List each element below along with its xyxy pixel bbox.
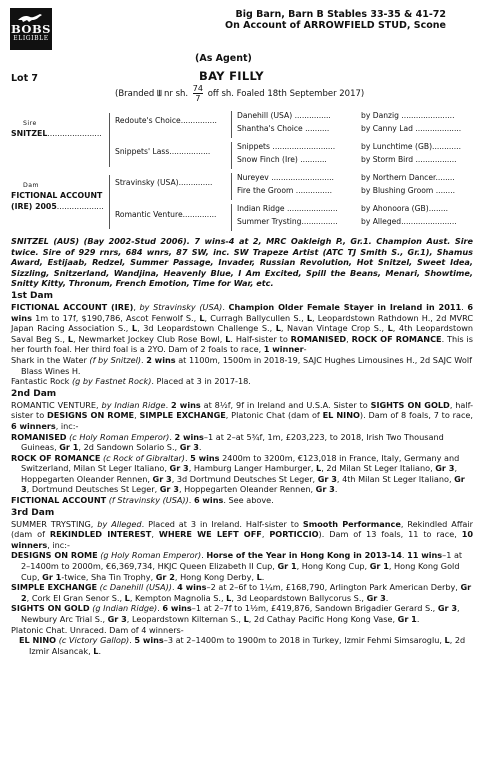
text-run: . Half-sister to	[230, 333, 291, 344]
text-run: (f by Snitzel)	[89, 354, 142, 365]
text-run: by Alleged	[97, 518, 142, 529]
text-run: , 2d Milan St Leger Italiano,	[321, 463, 436, 474]
text-run: Gr 3	[317, 473, 337, 484]
text-run: Gr 3	[437, 603, 458, 614]
ancestor-sire: by Storm Bird .................	[361, 155, 457, 164]
text-run: 1m to 17f, $190,786, Ascot Fenwolf S.,	[31, 312, 200, 323]
ancestor-sire: by Alleged.......................	[361, 217, 457, 226]
text-run: , Platonic Chat (dam of	[225, 410, 323, 421]
text-run: SIMPLE EXCHANGE	[139, 410, 226, 421]
text-run: ,	[133, 301, 140, 312]
ancestor-row: Summer Trysting...............	[237, 217, 338, 226]
text-run: L	[199, 312, 205, 323]
text-run: 10 winners	[11, 529, 474, 550]
ancestor-row: Danehill (USA) ...............	[237, 111, 331, 120]
second-dam-heading: 2nd Dam	[11, 388, 57, 399]
text-run: , Hong Kong Gold Cup,	[21, 561, 460, 582]
text-run: . Placed at 3 in 2017-18.	[151, 376, 251, 387]
text-run: L	[93, 645, 99, 656]
text-run: by Stravinsky (USA)	[139, 301, 223, 312]
text-run: FICTIONAL ACCOUNT (IRE)	[11, 301, 134, 312]
text-run: . Placed at 3 in Ireland. Half-sister to	[141, 518, 303, 529]
bracket-line	[109, 175, 110, 229]
brand-suffix: off sh. Foaled 18th September 2017)	[207, 89, 365, 99]
text-run: , Kempton Magnolia S.,	[129, 592, 227, 603]
text-run: , Dortmund Deutsches St Leger,	[26, 484, 160, 495]
text-run: –3 at 2–1400m to 1900m to 2018 in Turkey, Izmir Fehmi Simsaroglu,	[163, 635, 445, 646]
text-run: -twice, Sha Tin Trophy,	[61, 571, 156, 582]
text-run: 4 wins	[177, 582, 207, 593]
text-run: REKINDLED INTEREST	[49, 529, 152, 540]
grandsire-1: Redoute's Choice...............	[115, 116, 217, 125]
text-run: 11 wins	[407, 550, 443, 561]
text-run: , 2d Izmir Alsancak,	[29, 635, 466, 656]
text-run: .	[169, 431, 175, 442]
text-run: , 3d Leopardstown Challenge S.,	[137, 323, 276, 334]
text-run: , half-sister to	[11, 399, 474, 421]
text-run: Gr 3	[179, 442, 199, 453]
foal-entry	[11, 355, 473, 376]
text-run: at 1100m, 1500m in 2018-19, SAJC Hughes Limousines H., 2d SAJC Wolf Blass Wines H.	[21, 354, 472, 376]
brand-line	[115, 84, 364, 103]
text-run: ROCK OF ROMANCE	[351, 333, 442, 344]
ancestor-sire: by Ahonoora (GB)........	[361, 204, 449, 213]
text-run: ,	[261, 529, 270, 540]
foal-entry	[11, 432, 473, 453]
text-run: WHERE WE LEFT OFF	[158, 529, 262, 540]
brand-symbol: ꔗ	[156, 88, 162, 98]
foal-entry	[11, 582, 473, 603]
brand-numerator: 74	[192, 84, 203, 93]
text-run: , Newmarket Jockey Club Rose Bowl,	[73, 333, 226, 344]
text-run: (c Rock of Gibraltar)	[102, 452, 185, 463]
text-run: ,	[151, 529, 159, 540]
sire-summary: SNITZEL (AUS) (Bay 2002-Stud 2006). 7 wins-4 at 2, MRC Oakleigh P., Gr.1. Champion Aust. Sire twice. Sire of 929 rnrs, 684 wnrs, 87 SW, inc. SW Trapeze Artist (ATC TJ Smith S., Gr.1), Shamus Award, Estijaab, Redzel, Summer Passage, Invader, Russian Revolution, Hot Snitzel, Sweet Idea, Sizzling, Snitzerland, Wandjina, Heavenly Blue, I Am Excited, Spill the Beans, Menari, Showtime, Snitty Kitty, Thronum, French Emotion, Time for War, etc.	[11, 236, 473, 289]
consignor-header	[225, 9, 446, 31]
text-run: .	[222, 301, 229, 312]
logo-word-eligible: ELIGIBLE	[13, 35, 49, 42]
ancestor-sire: by Lunchtime (GB)............	[361, 142, 461, 151]
text-run: (g Indian Ridge)	[92, 603, 158, 614]
text-run: ). Dam of 8 foals, 7 to race,	[359, 410, 473, 421]
text-run: SIMPLE EXCHANGE	[11, 582, 98, 593]
text-run: Platonic Chat. Unraced. Dam of 4 winners-	[11, 624, 184, 635]
text-run: L	[124, 592, 130, 603]
text-run: PORTICCIO	[269, 529, 319, 540]
text-run: .	[141, 354, 147, 365]
text-run: ROCK OF ROMANCE	[11, 452, 101, 463]
text-run: FICTIONAL ACCOUNT	[11, 495, 107, 506]
text-run: –1 at 2–1400m to 2000m, €6,369,734, HKJC Queen Elizabeth II Cup,	[21, 550, 463, 572]
text-run: .	[385, 592, 389, 603]
text-run: L	[316, 463, 322, 474]
text-run: L	[387, 323, 393, 334]
text-run: Gr 3	[159, 484, 179, 495]
text-run: EL NINO	[19, 635, 57, 646]
text-run: (c Danehill (USA))	[99, 582, 172, 593]
text-run: L	[131, 323, 138, 334]
text-run: 2 wins	[146, 354, 176, 365]
text-run: .	[165, 399, 172, 410]
text-run: Gr 1	[397, 614, 417, 624]
text-run: DESIGNS ON ROME	[47, 410, 135, 421]
ancestor-sire: by Northern Dancer........	[361, 173, 455, 182]
text-run: Champion Older Female Stayer in Ireland in 2011	[228, 301, 462, 312]
text-run: Gr 3	[366, 592, 386, 603]
text-run: –1 at 2–7f to 1½m, £419,876, Sandown Brigadier Gerard S.,	[191, 603, 438, 614]
text-run: , 2d Cathay Pacific Hong Kong Vase,	[248, 614, 398, 624]
bracket-line	[231, 204, 232, 231]
text-run: ROMANISED	[11, 431, 67, 442]
text-run: Shark in the Water	[11, 354, 90, 365]
text-run: , 3d Leopardstown Ballycorus S.,	[231, 592, 367, 603]
agent-note: (As Agent)	[195, 53, 252, 64]
text-run: , inc:-	[55, 420, 79, 431]
dam-name: FICTIONAL ACCOUNT	[11, 191, 103, 200]
text-run: .	[157, 603, 163, 614]
dam-year: (IRE) 2005...................	[11, 202, 104, 211]
text-run: (c Holy Roman Emperor)	[69, 431, 170, 442]
second-dam-para	[11, 400, 473, 432]
brand-mid: nr sh.	[163, 89, 189, 99]
text-run: .	[129, 635, 135, 646]
grandsire-2: Stravinsky (USA)..............	[115, 178, 213, 187]
text-run: , Hamburg Langer Hamburger,	[188, 463, 317, 474]
granddam-2: Romantic Venture..............	[115, 210, 217, 219]
text-run: by Indian Ridge	[101, 399, 166, 410]
text-run: .	[401, 550, 408, 561]
text-run: Gr 1	[42, 571, 62, 582]
ancestor-sire: by Danzig ......................	[361, 111, 455, 120]
text-run: -	[303, 344, 307, 355]
text-run: ). Dam of 13 foals, 11 to race,	[318, 529, 462, 540]
text-run: , Hong Kong Derby,	[174, 571, 257, 582]
bobs-eligible-logo	[10, 8, 52, 50]
text-run: L	[243, 614, 249, 624]
brand-prefix: (Branded	[115, 89, 155, 99]
text-run: Gr 3	[21, 473, 465, 495]
text-run: L	[226, 592, 232, 603]
text-run: Gr 3	[169, 463, 189, 474]
first-dam-para	[11, 302, 473, 355]
text-run: , Curragh Ballycullen S.,	[204, 312, 307, 323]
text-run: L	[256, 571, 262, 582]
foal-entry	[11, 453, 473, 495]
text-run: Horse of the Year in Hong Kong in 2013-14	[206, 550, 402, 561]
text-run: , 4th Leopardstown Saval Beg S.,	[11, 323, 473, 344]
text-run: , Leopardstown Rathdown H., 2d MVRC Japan Racing Association S.,	[11, 312, 473, 334]
foal-entry	[11, 495, 473, 506]
text-run: Gr 3	[152, 473, 172, 484]
text-run: 2 wins	[171, 399, 201, 410]
text-run: Gr 3	[435, 463, 455, 474]
vendor-account: On Account of ARROWFIELD STUD, Scone	[225, 20, 446, 31]
text-run: 5 wins	[134, 635, 164, 646]
ancestor-row: Shantha's Choice ..........	[237, 124, 330, 133]
text-run: 2400m to 3200m, €123,018 in France, Italy, Germany and Switzerland, Milan St Leger Italiano,	[21, 452, 460, 474]
text-run: 5 wins	[190, 452, 220, 463]
lot-number: Lot 7	[11, 73, 39, 84]
text-run: (g Holy Roman Emperor)	[100, 550, 202, 561]
ancestor-row: Snippets ..........................	[237, 142, 336, 151]
text-run: . This is her fourth foal. Her third foal is a 2YO. Dam of 2 foals to race,	[11, 333, 474, 355]
text-run: SIGHTS ON GOLD	[370, 399, 450, 410]
text-run: .	[201, 550, 207, 561]
text-run: –1 at 2–at 5¾f, 1m, £203,223, to 2018, Irish Two Thousand Guineas,	[21, 431, 444, 453]
text-run: Smooth Performance	[302, 518, 401, 529]
text-run: ROMANISED	[290, 333, 347, 344]
text-run: Gr 3	[107, 614, 127, 624]
ancestor-row: Nureyev ..........................	[237, 173, 334, 182]
text-run: 2 wins	[174, 431, 204, 442]
third-dam-heading: 3rd Dam	[11, 507, 55, 518]
text-run: .	[98, 645, 102, 656]
logo-word-bobs: BOBS	[11, 22, 51, 36]
text-run: at 8½f, 9f in Ireland and U.S.A. Sister to	[200, 399, 371, 410]
ancestor-sire: by Blushing Groom ........	[361, 186, 456, 195]
text-run: , 2d Sandown Solario S.,	[78, 442, 180, 453]
bracket-line	[231, 173, 232, 200]
bracket-line	[109, 113, 110, 167]
lot-title: BAY FILLY	[199, 69, 264, 83]
text-run: 6 winners	[11, 420, 56, 431]
text-run: ,	[346, 333, 352, 344]
text-run: (g by Fastnet Rock)	[71, 376, 152, 387]
text-run: SIGHTS ON GOLD	[11, 603, 90, 614]
text-run: , Leopardstown Kilternan S.,	[126, 614, 244, 624]
dam-label: Dam	[23, 182, 40, 189]
foal-entry	[11, 376, 473, 387]
text-run: , Cork EI Gran Senor S.,	[26, 592, 125, 603]
bracket-line	[231, 142, 232, 169]
granddam-1: Snippets' Lass.................	[115, 147, 211, 156]
text-run: ,	[134, 410, 140, 421]
text-run: 6 wins	[193, 495, 224, 506]
text-run: , Rekindled Affair (dam of	[11, 518, 473, 540]
text-run: .	[171, 582, 178, 593]
text-run: , 4th Milan St Leger Italiano,	[336, 473, 455, 484]
text-run: (f Stravinsky (USA))	[108, 495, 189, 506]
text-run: L	[225, 333, 231, 344]
text-run: .	[334, 484, 338, 495]
foal-entry	[11, 625, 473, 636]
foal-entry	[11, 603, 473, 624]
text-run: .	[461, 301, 468, 312]
text-run: . See above.	[223, 495, 274, 506]
text-run: , 3d Dortmund Deutsches St Leger,	[171, 473, 318, 484]
text-run: Gr 1	[369, 561, 389, 572]
text-run: , inc:-	[47, 539, 70, 550]
text-run: (c Victory Gallop)	[58, 635, 130, 646]
text-run: Gr 2	[21, 582, 472, 603]
text-run: Gr 1	[59, 442, 79, 453]
text-run: ROMANTIC VENTURE,	[11, 399, 102, 410]
text-run: –2 at 2–6f to 1¼m, £168,790, Arlington Park American Derby,	[206, 582, 461, 593]
text-run: DESIGNS ON ROME	[11, 550, 98, 561]
foal-entry	[11, 550, 473, 582]
text-run: 6 wins	[11, 301, 474, 323]
text-run: .	[416, 614, 420, 624]
text-run: L	[275, 323, 281, 334]
text-run: .	[184, 452, 191, 463]
text-run: L	[444, 635, 450, 646]
first-dam-heading: 1st Dam	[11, 290, 53, 301]
text-run: Gr 2	[155, 571, 175, 582]
text-run: L	[306, 312, 312, 323]
sire-name: SNITZEL......................	[11, 129, 102, 138]
text-run: .	[198, 442, 202, 453]
grandfoal-entry	[11, 635, 473, 656]
ancestor-row: Indian Ridge .....................	[237, 204, 338, 213]
text-run: Fantastic Rock	[11, 376, 72, 387]
text-run: , Hoppegarten Oleander Rennen,	[21, 463, 458, 484]
text-run: , Newbury Arc Trial S.,	[21, 603, 460, 624]
catalogue-body	[11, 236, 473, 656]
bracket-line	[231, 111, 232, 138]
text-run: Gr 1	[277, 561, 297, 572]
ancestor-row: Snow Finch (Ire) ...........	[237, 155, 327, 164]
ancestor-sire: by Canny Lad ...................	[361, 124, 462, 133]
sire-label: Sire	[23, 120, 37, 127]
brand-fraction	[193, 84, 203, 103]
text-run: Gr 3	[315, 484, 335, 495]
pedigree-table	[11, 111, 471, 235]
text-run: 1 winner	[263, 344, 304, 355]
text-run: .	[261, 571, 265, 582]
text-run: , Hoppegarten Oleander Rennen,	[178, 484, 316, 495]
brand-denominator: 7	[195, 94, 201, 103]
ancestor-row: Fire the Groom ...............	[237, 186, 332, 195]
third-dam-para	[11, 519, 473, 551]
text-run: L	[67, 333, 74, 344]
text-run: , Hong Kong Cup,	[296, 561, 370, 572]
text-run: 6 wins	[162, 603, 192, 614]
text-run: EL NINO	[322, 410, 360, 421]
text-run: , Navan Vintage Crop S.,	[280, 323, 388, 334]
text-run: .	[188, 495, 194, 506]
barn-location: Big Barn, Barn B Stables 33-35 & 41-72	[235, 9, 446, 20]
text-run: SUMMER TRYSTING,	[11, 518, 98, 529]
